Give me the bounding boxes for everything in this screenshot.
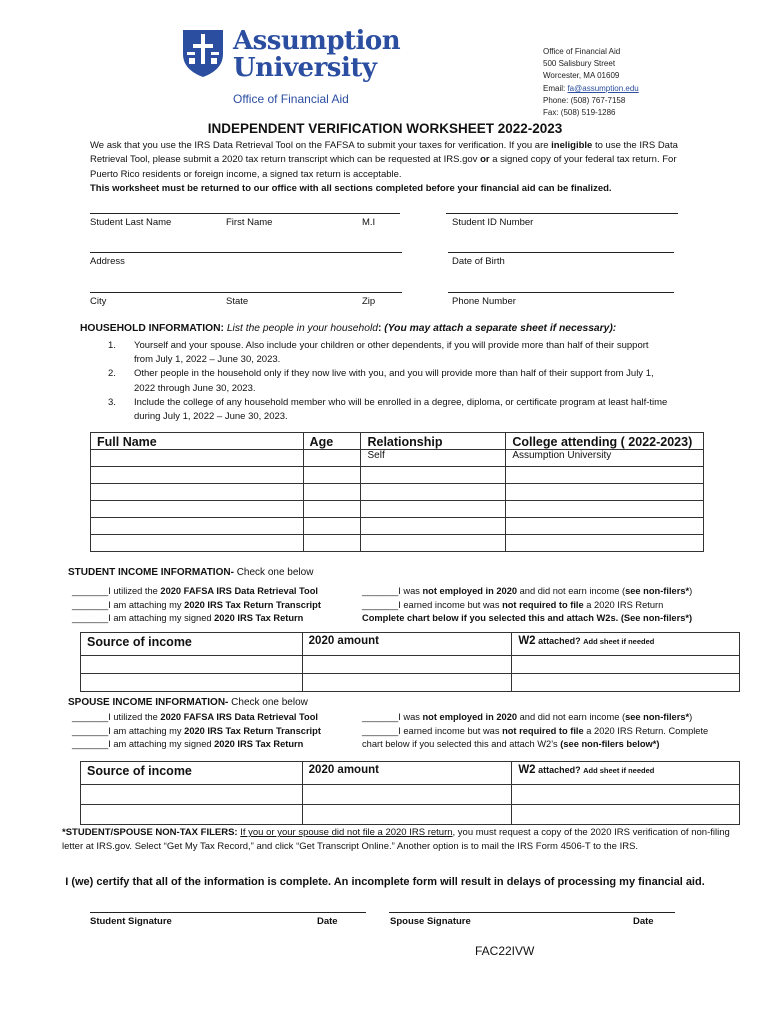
non-filers-text: , you must request a copy of the 2020 IRS verification of non-filing letter at IRS.gov. Select “Get My Tax Record,” and click “Get Transcript Online.” Another option is to mail the IRS Form 4506-T to the IRS. <box>62 827 730 853</box>
city-state-zip-field-line[interactable] <box>90 292 402 293</box>
option-text: a 2020 IRS Return. Complete <box>583 725 709 736</box>
check-blank[interactable]: _______ <box>362 586 399 596</box>
table-cell[interactable]: Assumption University <box>506 450 704 467</box>
table-row <box>91 450 704 467</box>
table-row <box>81 785 740 805</box>
intro-paragraph <box>90 139 680 196</box>
table-cell[interactable] <box>361 484 506 501</box>
check-blank[interactable]: _______ <box>72 586 109 596</box>
office-phone: Phone: (508) 767-7158 <box>543 95 626 105</box>
w2-note: Add sheet if needed <box>583 766 655 775</box>
table-cell[interactable] <box>506 518 704 535</box>
list-text: Yourself and your spouse. Also include your children or other dependents, if you will provide more than half of their support from July 1, 2022 – June 30, 2023. <box>134 340 649 366</box>
spouse-signature-label: Spouse Signature <box>390 916 471 927</box>
table-cell[interactable] <box>91 518 304 535</box>
dob-field-line[interactable] <box>448 252 674 253</box>
list-number: 3. <box>108 396 116 408</box>
zip-label: Zip <box>362 296 376 307</box>
dob-label: Date of Birth <box>452 256 505 267</box>
option-text: and did not earn income ( <box>517 712 626 722</box>
option-bold: see non-filers* <box>625 712 690 722</box>
table-cell[interactable] <box>302 674 512 692</box>
w2-attached-label: attached? <box>535 765 584 775</box>
option-bold: not employed in 2020 <box>422 712 518 722</box>
option-bold: not required to file <box>502 725 584 736</box>
spouse-option-drt[interactable] <box>72 711 321 725</box>
mi-label: M.I <box>362 217 376 228</box>
spouse-option-not-employed[interactable] <box>362 711 752 725</box>
list-item <box>108 339 668 367</box>
first-name-label: First Name <box>226 217 273 228</box>
intro-bold-line: This worksheet must be returned to our office with all sections completed before your financial aid can be finalized. <box>90 182 612 194</box>
table-cell[interactable] <box>506 501 704 518</box>
student-signature-line[interactable] <box>90 912 366 913</box>
col-w2-attached <box>512 762 740 785</box>
list-item <box>108 396 668 424</box>
w2-note: Add sheet if needed <box>583 637 655 646</box>
option-text: ) <box>689 586 693 596</box>
table-cell[interactable] <box>91 535 304 552</box>
spouse-income-heading-text: SPOUSE INCOME INFORMATION- <box>68 697 232 708</box>
university-logo <box>181 24 401 112</box>
state-label: State <box>226 296 249 307</box>
table-cell[interactable] <box>81 656 303 674</box>
table-row <box>81 656 740 674</box>
option-text: I am attaching my signed <box>108 613 215 624</box>
email-label: Email: <box>543 83 568 93</box>
option-text: I was <box>398 586 423 596</box>
intro-bold-2: or <box>480 154 490 166</box>
household-heading-bold-italic: (You may attach a separate sheet if necessary): <box>384 323 617 334</box>
student-income-right-options <box>362 585 752 626</box>
spouse-option-not-required[interactable] <box>362 725 752 739</box>
intro-text-1: We ask that you use the IRS Data Retrieval Tool on the FAFSA to submit your taxes for verification. If you are <box>90 140 552 151</box>
spouse-income-heading-note: Check one below <box>231 697 308 708</box>
spouse-option-transcript[interactable] <box>72 725 321 739</box>
check-blank[interactable]: _______ <box>362 712 399 722</box>
option-bold: 2020 FAFSA IRS Data Retrieval Tool <box>160 712 318 722</box>
last-name-label: Student Last Name <box>90 217 172 228</box>
col-college: College attending ( 2022-2023) <box>506 433 704 450</box>
check-blank[interactable]: _______ <box>72 599 109 610</box>
table-header-row <box>91 433 704 450</box>
form-code: FAC22IVW <box>475 944 535 958</box>
phone-field-line[interactable] <box>448 292 674 293</box>
table-header-row <box>81 762 740 785</box>
page-title: INDEPENDENT VERIFICATION WORKSHEET 2022-2023 <box>207 121 563 136</box>
list-number: 2. <box>108 368 116 380</box>
spouse-income-right-options <box>362 711 752 752</box>
list-number: 1. <box>108 340 116 351</box>
student-id-field-line[interactable] <box>446 213 678 214</box>
student-signature-label: Student Signature <box>90 916 172 927</box>
spouse-income-table <box>80 761 740 825</box>
option-text: I utilized the <box>108 712 161 722</box>
certification-statement: I (we) certify that all of the information is complete. An incomplete form will result in delays of processing my financial aid. <box>65 876 705 888</box>
option-text: I earned income but was <box>398 725 503 736</box>
check-blank[interactable]: _______ <box>362 599 399 610</box>
option-bold: (see non-filers below*) <box>560 739 660 750</box>
option-text: I am attaching my signed <box>108 739 215 750</box>
table-cell[interactable] <box>303 535 361 552</box>
table-row <box>91 484 704 501</box>
student-income-table <box>80 632 740 692</box>
col-source-of-income: Source of income <box>81 762 303 785</box>
spouse-income-heading <box>68 697 308 708</box>
office-name: Office of Financial Aid <box>543 47 621 56</box>
w2-label: W2 <box>518 635 536 647</box>
table-cell[interactable] <box>512 785 740 805</box>
option-text: I earned income but was <box>398 599 503 610</box>
table-cell[interactable] <box>81 805 303 825</box>
logo-subtitle: Office of Financial Aid <box>233 92 349 106</box>
table-cell[interactable] <box>506 484 704 501</box>
table-cell[interactable] <box>302 656 512 674</box>
table-cell[interactable] <box>361 501 506 518</box>
email-link[interactable]: fa@assumption.edu <box>567 83 639 93</box>
household-heading <box>80 323 616 334</box>
table-cell[interactable] <box>91 501 304 518</box>
office-contact-block <box>543 46 639 119</box>
spouse-chart-instruction <box>362 738 752 752</box>
student-chart-instruction: Complete chart below if you selected this and attach W2s. (See non-filers*) <box>362 613 693 624</box>
table-cell[interactable] <box>303 501 361 518</box>
student-income-heading-note: Check one below <box>236 567 314 578</box>
spouse-signature-line[interactable] <box>389 912 675 913</box>
option-text: I am attaching my <box>108 725 185 736</box>
non-filers-note <box>62 826 742 854</box>
student-option-drt[interactable] <box>72 585 321 599</box>
table-cell[interactable] <box>361 535 506 552</box>
option-bold: not employed in 2020 <box>422 586 518 596</box>
office-fax: Fax: (508) 519-1286 <box>543 108 616 118</box>
option-text: and did not earn income ( <box>517 586 626 596</box>
option-bold: 2020 IRS Tax Return Transcript <box>184 725 321 736</box>
office-city: Worcester, MA 01609 <box>543 71 620 81</box>
option-text: a 2020 IRS Return <box>583 599 664 610</box>
student-income-left-options <box>72 585 321 626</box>
student-income-heading-text: STUDENT INCOME INFORMATION- <box>68 567 237 578</box>
check-blank[interactable]: _______ <box>362 725 399 736</box>
option-bold: not required to file <box>502 599 584 610</box>
intro-text-3: a signed copy of your federal tax return. For Puerto Rico residents or foreign income, a signed tax return is acceptable. <box>90 154 677 180</box>
household-heading-colon: : <box>377 323 385 334</box>
table-cell[interactable] <box>512 805 740 825</box>
check-blank[interactable]: _______ <box>72 739 109 750</box>
intro-bold-1: ineligible <box>551 140 593 151</box>
non-filers-bold: *STUDENT/SPOUSE NON-TAX FILERS: <box>62 827 241 838</box>
col-relationship: Relationship <box>361 433 506 450</box>
student-option-not-employed[interactable] <box>362 585 752 599</box>
option-bold: 2020 IRS Tax Return <box>214 739 304 750</box>
option-text: chart below if you selected this and attach W2’s <box>362 739 561 750</box>
table-cell[interactable] <box>91 484 304 501</box>
student-option-not-required[interactable] <box>362 599 752 613</box>
shield-icon <box>181 28 225 78</box>
table-cell[interactable] <box>81 674 303 692</box>
check-blank[interactable]: _______ <box>72 613 109 624</box>
table-cell[interactable] <box>302 785 512 805</box>
list-text: Include the college of any household member who will be enrolled in a degree, diploma, or certificate program at least half-time during July 1, 2022 – June 30, 2023. <box>134 396 668 423</box>
col-w2-attached <box>512 633 740 656</box>
table-cell[interactable]: Self <box>361 450 506 467</box>
col-source-of-income: Source of income <box>81 633 303 656</box>
option-text: I was <box>398 712 423 722</box>
table-cell[interactable] <box>506 467 704 484</box>
household-instructions-list <box>108 339 668 424</box>
table-row <box>81 674 740 692</box>
option-text: ) <box>689 712 693 722</box>
logo-line1: Assumption <box>233 26 401 56</box>
table-cell[interactable] <box>303 518 361 535</box>
logo-line2: University <box>233 53 377 83</box>
table-cell[interactable] <box>303 484 361 501</box>
option-bold: 2020 FAFSA IRS Data Retrieval Tool <box>160 586 318 596</box>
office-email <box>543 83 639 95</box>
spouse-income-left-options <box>72 711 321 752</box>
table-header-row <box>81 633 740 656</box>
table-row <box>91 501 704 518</box>
table-cell[interactable] <box>361 518 506 535</box>
table-cell[interactable] <box>303 467 361 484</box>
spouse-option-tax-return[interactable] <box>72 738 321 752</box>
address-field-line[interactable] <box>90 252 402 253</box>
office-street: 500 Salisbury Street <box>543 59 616 69</box>
city-label: City <box>90 296 107 307</box>
table-cell[interactable] <box>361 467 506 484</box>
address-label: Address <box>90 256 125 267</box>
spouse-date-label: Date <box>633 916 654 927</box>
table-cell[interactable] <box>91 450 304 467</box>
table-cell[interactable] <box>512 674 740 692</box>
table-cell[interactable] <box>303 450 361 467</box>
non-filers-underline: If you or your spouse did not file a 2020 IRS return <box>240 827 453 838</box>
table-row <box>91 535 704 552</box>
col-age: Age <box>303 433 361 450</box>
household-heading-italic: List the people in your household <box>226 323 378 334</box>
col-full-name: Full Name <box>91 433 304 450</box>
table-row <box>81 805 740 825</box>
list-item <box>108 367 668 395</box>
option-bold: see non-filers* <box>625 586 690 596</box>
check-blank[interactable]: _______ <box>72 712 109 722</box>
table-cell[interactable] <box>302 805 512 825</box>
household-table <box>90 432 704 552</box>
name-field-line[interactable] <box>90 213 400 214</box>
col-2020-amount: 2020 amount <box>302 633 512 656</box>
option-text: I utilized the <box>108 586 161 596</box>
table-cell[interactable] <box>506 535 704 552</box>
option-bold: 2020 IRS Tax Return Transcript <box>184 599 321 610</box>
student-date-label: Date <box>317 916 338 927</box>
w2-attached-label: attached? <box>535 636 584 646</box>
student-income-heading <box>68 567 313 578</box>
check-blank[interactable]: _______ <box>72 725 109 736</box>
table-row <box>91 467 704 484</box>
list-text: Other people in the household only if they now live with you, and you will provide more than half of their support from July 1, 2022 through June 30, 2023. <box>134 368 654 394</box>
student-id-label: Student ID Number <box>452 217 534 228</box>
intro-text-2: to use the IRS Data Retrieval Tool, please submit a 2020 tax return transcript which can be requested at IRS.gov <box>90 140 678 166</box>
option-bold: 2020 IRS Tax Return <box>214 613 304 624</box>
option-text: I am attaching my <box>108 599 185 610</box>
table-row <box>91 518 704 535</box>
col-2020-amount: 2020 amount <box>302 762 512 785</box>
household-heading-text: HOUSEHOLD INFORMATION: <box>80 323 227 334</box>
w2-label: W2 <box>518 764 536 776</box>
student-option-transcript[interactable] <box>72 599 321 613</box>
table-cell[interactable] <box>91 467 304 484</box>
table-cell[interactable] <box>81 785 303 805</box>
table-cell[interactable] <box>512 656 740 674</box>
student-option-tax-return[interactable] <box>72 612 321 626</box>
phone-label: Phone Number <box>452 296 516 307</box>
